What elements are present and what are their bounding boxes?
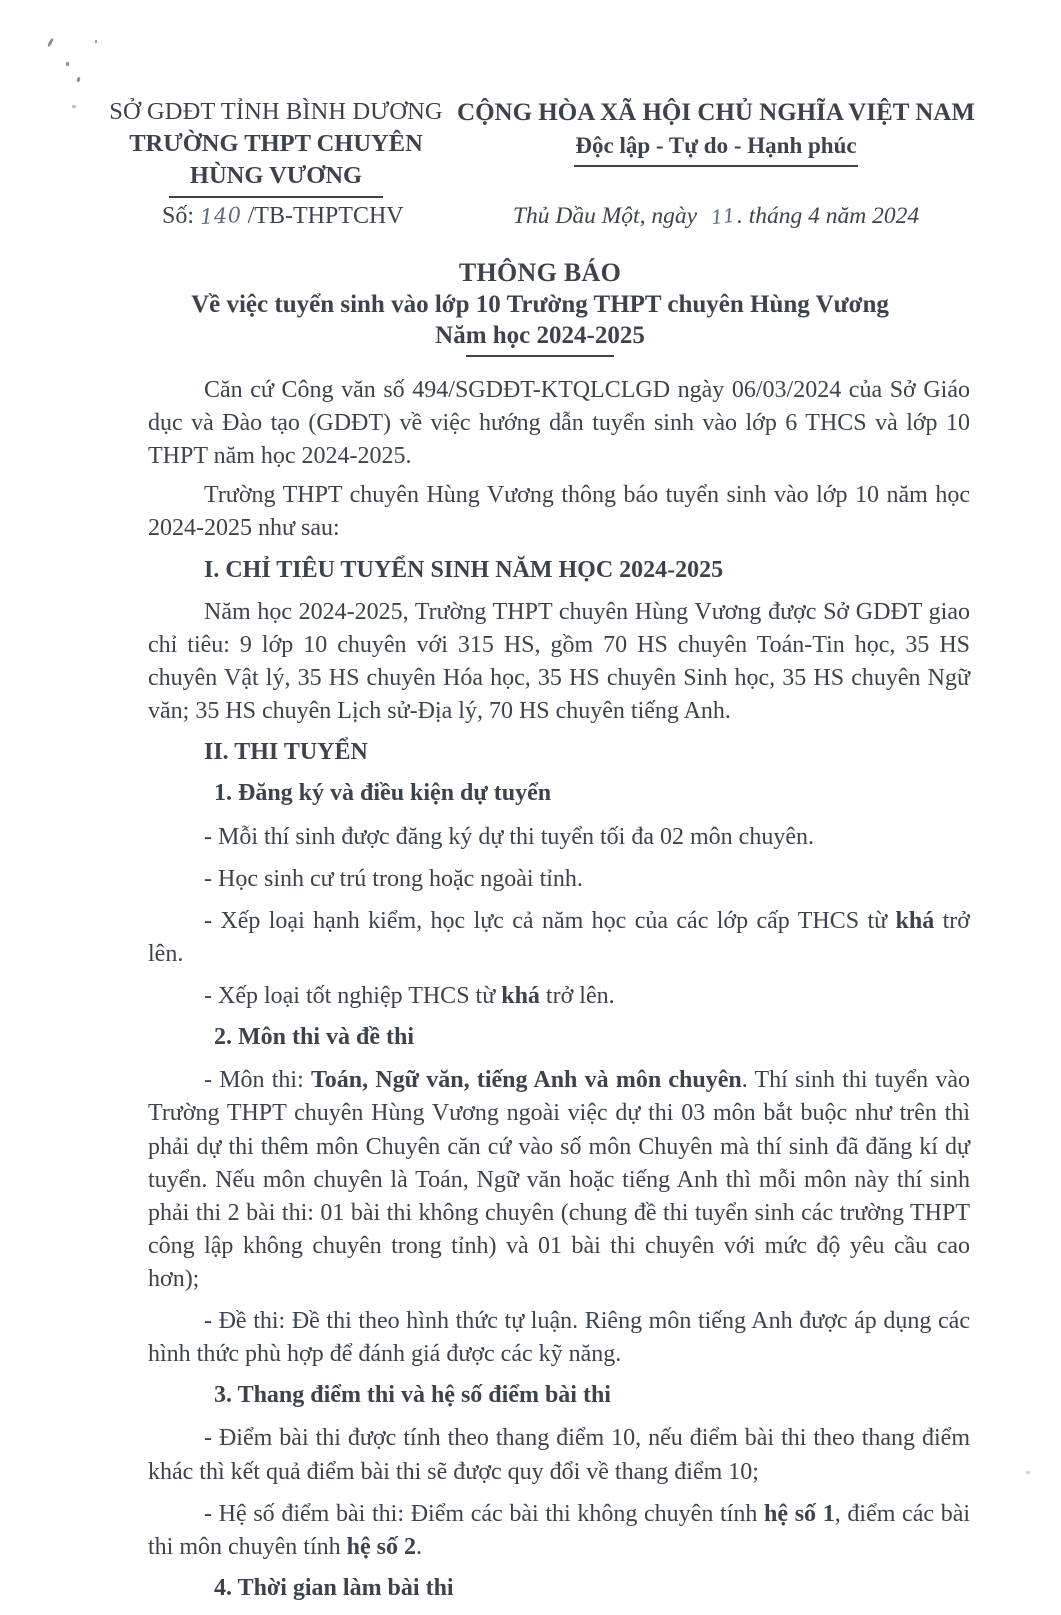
school-name-line2: HÙNG VƯƠNG <box>189 161 363 189</box>
document-body <box>148 374 970 1615</box>
school-name-line1: TRƯỜNG THPT CHUYÊN <box>129 129 423 157</box>
section-2-heading: II. THI TUYỂN <box>204 739 368 766</box>
item-3-text-post: trở lên. <box>148 907 970 967</box>
subsection-4-heading: 4. Thời gian làm bài thi <box>214 1574 454 1601</box>
scan-speckle <box>72 105 76 108</box>
subsection-3-item-2 <box>148 1498 970 1564</box>
document-number-suffix: /TB-THPTCHV <box>247 203 404 229</box>
subsection-2-item-2: - Đề thi: Đề thi theo hình thức tự luận. Riêng môn tiếng Anh được áp dụng các hình thức phù hợp để đánh giá được các kỹ năng. <box>148 1308 970 1368</box>
subsection-1-item-1: - Mỗi thí sinh được đăng ký dự thi tuyển tối đa 02 môn chuyên. <box>204 823 814 850</box>
scan-speckle <box>47 38 54 47</box>
page-title: THÔNG BÁO <box>458 258 622 287</box>
issuing-authority-block <box>100 96 452 198</box>
document-header <box>100 96 980 198</box>
title-subtitle: Về việc tuyển sinh vào lớp 10 Trường THPT chuyên Hùng Vương <box>191 291 889 318</box>
section-1-heading: I. CHỈ TIÊU TUYỂN SINH NĂM HỌC 2024-2025 <box>204 556 724 583</box>
place-and-date <box>452 203 980 230</box>
day-handwritten: 11 <box>709 204 737 230</box>
coefficient-text-pre: - Hệ số điểm bài thi: Điểm các bài thi không chuyên tính <box>204 1500 765 1527</box>
date-suffix: . tháng 4 năm 2024 <box>736 203 920 229</box>
section-1-paragraph: Năm học 2024-2025, Trường THPT chuyên Hùng Vương được Sở GDĐT giao chỉ tiêu: 9 lớp 10 chuyên với 315 HS, gồm 70 HS chuyên Toán-Tin học, 35 HS chuyên Vật lý, 35 HS chuyên Hóa học, 35 HS chuyên Sinh học, 35 HS chuyên Ngữ văn; 35 HS chuyên Lịch sử-Địa lý, 70 HS chuyên tiếng Anh. <box>148 598 970 725</box>
document-meta-row <box>100 203 980 230</box>
coefficient-text-mid: , điểm các bài thi môn chuyên tính <box>148 1500 971 1560</box>
title-school-year: Năm học 2024-2025 <box>435 322 645 349</box>
national-heading-block <box>452 96 980 167</box>
subsection-1-heading: 1. Đăng ký và điều kiện dự tuyển <box>214 780 552 807</box>
item-3-text-pre: - Xếp loại hạnh kiểm, học lực cả năm học của các lớp cấp THCS từ <box>204 907 896 934</box>
subsection-3-heading: 3. Thang điểm thi và hệ số điểm bài thi <box>214 1382 611 1409</box>
document-title-block <box>100 258 980 357</box>
subject-label: - Môn thi: <box>204 1067 311 1094</box>
country-name: CỘNG HÒA XÃ HỘI CHỦ NGHĨA VIỆT NAM <box>457 99 975 126</box>
intro-paragraph-1: Căn cứ Công văn số 494/SGDĐT-KTQLCLGD ngày 06/03/2024 của Sở Giáo dục và Đào tạo (GDĐT) về việc hướng dẫn tuyển sinh vào lớp 6 THCS và lớp 10 THPT năm học 2024-2025. <box>148 377 970 470</box>
item-4-emphasis: khá <box>501 982 540 1009</box>
authority-underline <box>169 196 383 198</box>
document-number-label: Số: <box>162 203 195 229</box>
subject-list-emphasis: Toán, Ngữ văn, tiếng Anh và môn chuyên <box>310 1067 742 1094</box>
title-underline <box>466 355 614 357</box>
coefficient-text-post: . <box>416 1533 422 1560</box>
subject-detail-text: . Thí sinh thi tuyển vào Trường THPT chuyên Hùng Vương ngoài việc dự thi 03 môn bắt buộc như trên thì phải dự thi thêm môn Chuyên căn cứ vào số môn Chuyên mà thí sinh đã đăng kí dự tuyển. Nếu môn chuyên là Toán, Ngữ văn hoặc tiếng Anh thì mỗi môn này thí sinh phải thi 2 bài thi: 01 bài thi không chuyên (chung đề thi tuyển sinh các trường THPT công lập không chuyên trong tỉnh) và 01 bài thi chuyên với mức độ yêu cầu cao hơn); <box>148 1067 970 1292</box>
scan-speckle <box>1026 1471 1030 1474</box>
subsection-1-item-2: - Học sinh cư trú trong hoặc ngoài tỉnh. <box>204 865 583 892</box>
item-4-text-pre: - Xếp loại tốt nghiệp THCS từ <box>204 982 502 1009</box>
scan-speckle <box>66 62 69 66</box>
subsection-3-item-1: - Điểm bài thi được tính theo thang điểm 10, nếu điểm bài thi theo thang điểm khác thì kết quả điểm bài thi sẽ được quy đổi về thang điểm 10; <box>148 1425 970 1485</box>
subsection-1-item-3 <box>148 905 970 971</box>
document-number-handwritten: 140 <box>199 202 243 230</box>
scan-speckle <box>76 77 80 83</box>
item-4-text-post: trở lên. <box>539 982 615 1009</box>
document-number <box>100 203 452 230</box>
coefficient-emphasis-2: hệ số 2 <box>346 1533 416 1560</box>
intro-paragraph-2: Trường THPT chuyên Hùng Vương thông báo tuyển sinh vào lớp 10 năm học 2024-2025 như sau: <box>148 482 970 542</box>
scan-speckle <box>95 40 97 43</box>
department-name: SỞ GDĐT TỈNH BÌNH DƯƠNG <box>109 98 443 125</box>
national-motto: Độc lập - Tự do - Hạnh phúc <box>575 133 857 158</box>
national-motto-underline <box>574 165 858 167</box>
coefficient-emphasis-1: hệ số 1 <box>764 1500 835 1527</box>
subsection-1-item-4 <box>148 980 970 1013</box>
subsection-2-item-1 <box>148 1064 970 1296</box>
subsection-2-heading: 2. Môn thi và đề thi <box>214 1024 415 1051</box>
item-3-emphasis: khá <box>895 907 935 934</box>
place-date-prefix: Thủ Dầu Một, ngày <box>512 203 697 229</box>
